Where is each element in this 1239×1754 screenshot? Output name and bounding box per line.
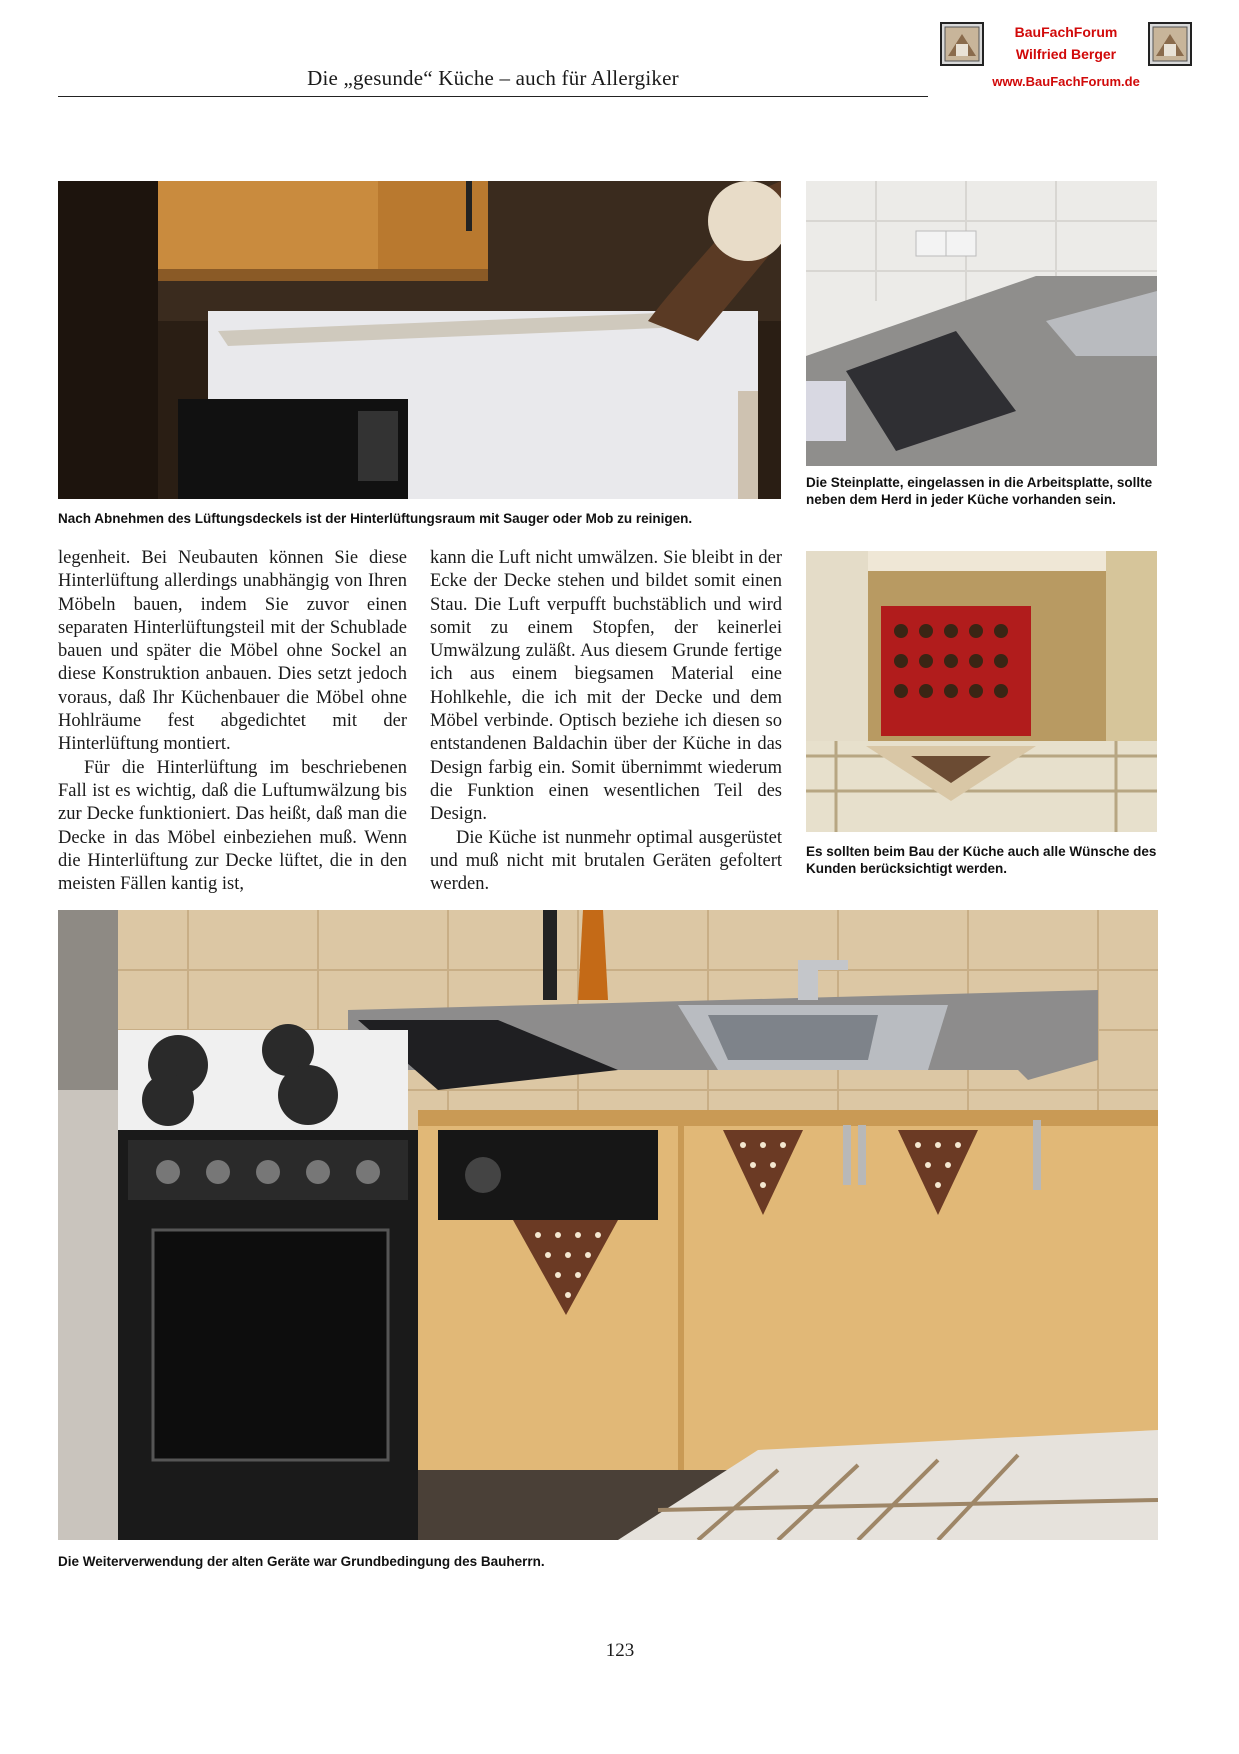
- caption-stone-plate: Die Steinplatte, eingelassen in die Arbeitsplatte, sollte neben dem Herd in jeder Küche vorhanden sein.: [806, 475, 1153, 507]
- body-paragraph: Die Küche ist nunmehr optimal ausgerüstet und muß nicht mit brutalen Geräten gefoltert werden.: [430, 827, 782, 895]
- body-column-1: [58, 547, 407, 896]
- running-title: Die „gesunde“ Küche – auch für Allergiker: [307, 66, 679, 90]
- caption-drawer-crate: Es sollten beim Bau der Küche auch alle Wünsche des Kunden berücksichtigt werden.: [806, 844, 1157, 876]
- baufachforum-badge[interactable]: [940, 18, 1192, 96]
- body-paragraph: Für die Hinterlüftung im beschriebenen Fall ist es wichtig, daß die Luftumwälzung bis zur Decke funktioniert. Das heißt, daß man die Decke in das Möbel einbeziehen muß. Wenn die Hinterlüftung zur Decke lüftet, die in den meisten Fällen kantig ist,: [58, 757, 407, 895]
- baufachforum-logo-icon: [940, 22, 984, 66]
- body-paragraph: legenheit. Bei Neubauten können Sie diese Hinterlüftung allerdings unabhängig von Ihren Möbeln bauen, indem Sie zuvor einen separaten Hinterlüftungsteil mit der Schublade bauen und später die Möbel ohne Sockel an diese Konstruktion anbauen. Dies setzt jedoch voraus, daß Ihr Küchenbauer die Möbel ohne Hohlräume fest abgedichtet mit der Hinterlüftung montiert.: [58, 548, 407, 755]
- badge-url-link[interactable]: www.BauFachForum.de: [992, 74, 1140, 89]
- header-rule: [58, 96, 928, 97]
- photo-stone-plate: [806, 181, 1157, 466]
- caption-kitchen: Die Weiterverwendung der alten Geräte war Grundbedingung des Bauherrn.: [58, 1554, 545, 1569]
- body-column-2: [430, 547, 782, 896]
- caption-ventilation: Nach Abnehmen des Lüftungsdeckels ist der Hinterlüftungsraum mit Sauger oder Mob zu reinigen.: [58, 511, 693, 526]
- photo-ventilation-cover: [58, 181, 781, 499]
- page-number: 123: [605, 1640, 635, 1661]
- photo-kitchen: [58, 910, 1158, 1540]
- baufachforum-logo-icon: [1148, 22, 1192, 66]
- badge-title: BauFachForum: [1014, 24, 1118, 40]
- body-paragraph: kann die Luft nicht umwälzen. Sie bleibt in der Ecke der Decke stehen und bildet somit einen Stau. Die Luft verpufft buchstäblich und wird somit zu einem Stopfen, der keinerlei Umwälzung zuläßt. Aus diesem Grunde fertige ich aus einem biegsamen Material eine Hohlkehle, die ich mit der Decke und dem Möbel verbinde. Optisch beziehe ich diesen so entstandenen Baldachin über der Küche in das Design farbig ein. Somit übernimmt wiederum die Funktion einen wesentlichen Teil des Design.: [430, 548, 782, 825]
- photo-drawer-crate: [806, 551, 1157, 832]
- badge-author: Wilfried Berger: [1015, 46, 1117, 62]
